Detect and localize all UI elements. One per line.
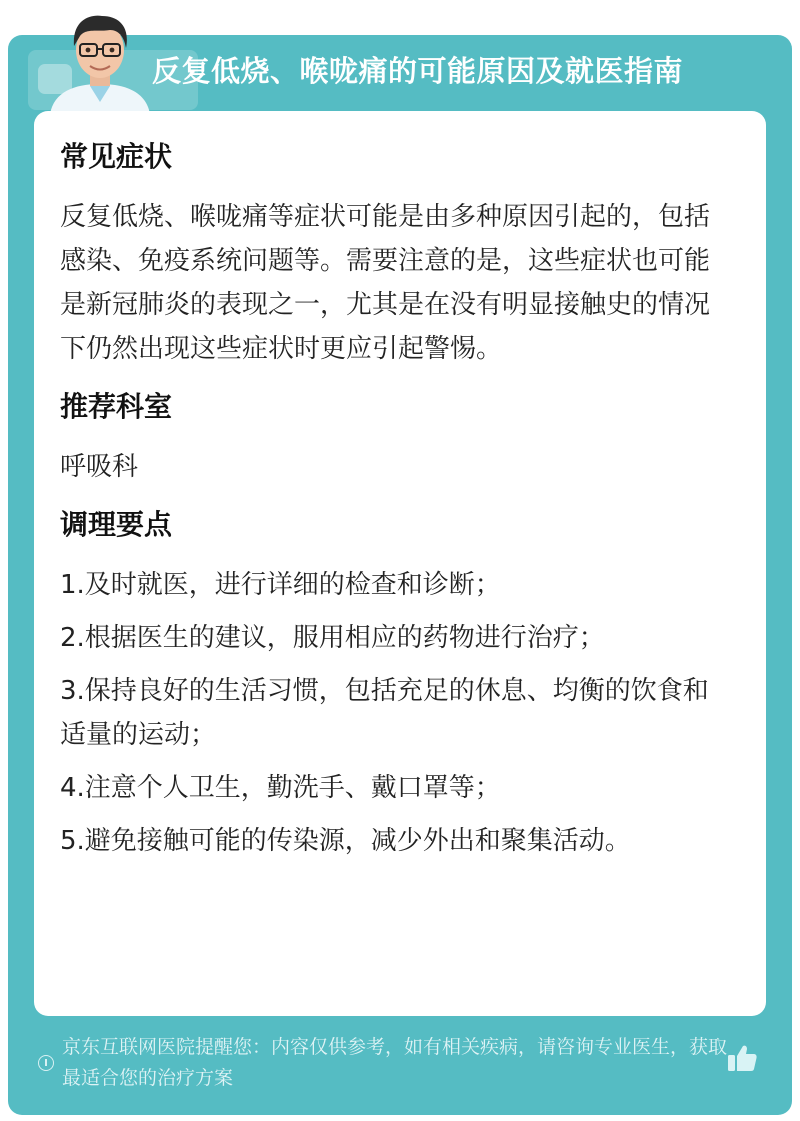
symptoms-heading: 常见症状: [60, 140, 173, 173]
list-item: 2.根据医生的建议，服用相应的药物进行治疗；: [60, 623, 605, 653]
department-section: [60, 387, 730, 489]
symptoms-section: [60, 137, 730, 371]
department-heading: 推荐科室: [60, 390, 173, 423]
symptoms-text: 反复低烧、喉咙痛等症状可能是由多种原因引起的，包括感染、免疫系统问题等。需要注意的是，这些症状也可能是新冠肺炎的表现之一，尤其是在没有明显接触史的情况下仍然出现这些症状时更应引起警惕。: [60, 202, 711, 364]
footer-disclaimer: 京东互联网医院提醒您：内容仅供参考，如有相关疾病，请咨询专业医生，获取最适合您的治疗方案: [62, 1036, 728, 1089]
list-item: 1.及时就医，进行详细的检查和诊断；: [60, 570, 501, 600]
care-heading: 调理要点: [60, 508, 173, 541]
thumbs-up-icon[interactable]: [726, 1042, 758, 1074]
care-section: [60, 505, 730, 863]
list-item: 4.注意个人卫生，勤洗手、戴口罩等；: [60, 773, 501, 803]
list-item: 3.保持良好的生活习惯，包括充足的休息、均衡的饮食和适量的运动；: [60, 676, 709, 750]
doctor-avatar-icon: [40, 6, 160, 114]
content-card: [34, 111, 766, 1016]
page-title: 反复低烧、喉咙痛的可能原因及就医指南: [152, 54, 684, 88]
info-icon: [38, 1055, 54, 1071]
department-text: 呼吸科: [60, 452, 139, 482]
list-item: 5.避免接触可能的传染源，减少外出和聚集活动。: [60, 826, 631, 856]
